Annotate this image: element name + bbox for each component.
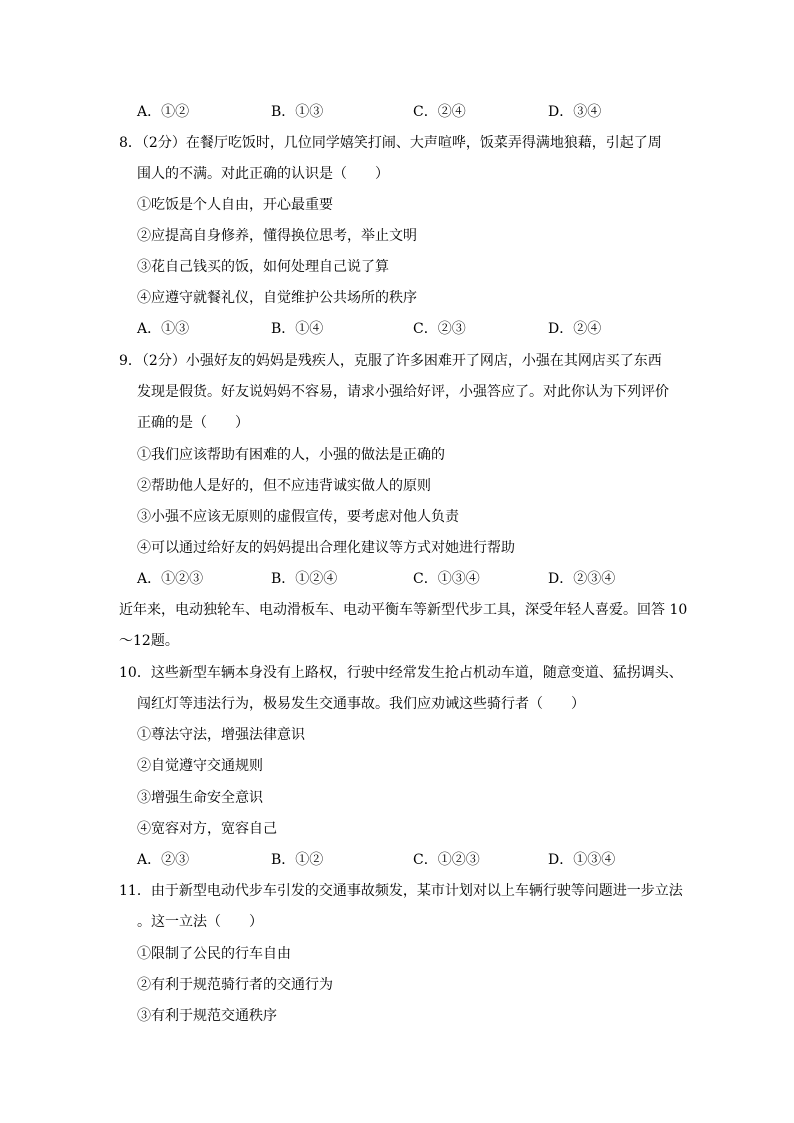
q10-option-d[interactable]: D．①③④ [548,852,616,868]
q10-option-b[interactable]: B．①② [271,852,324,868]
q8-item-3: ③花自己钱买的饭，如何处理自己说了算 [137,259,389,275]
q7-option-a[interactable]: A．①② [137,104,190,120]
q8-option-c[interactable]: C．②③ [413,321,466,337]
q11-item-2: ②有利于规范骑行者的交通行为 [137,977,333,993]
q11-stem-line-1: 11．由于新型电动代步车引发的交通事故频发，某市计划对以上车辆行驶等问题进一步立法 [119,883,683,899]
q9-item-1: ①我们应该帮助有困难的人，小强的做法是正确的 [137,447,445,463]
q8-item-1: ①吃饭是个人自由，开心最重要 [137,197,333,213]
q7-option-b[interactable]: B．①③ [271,104,324,120]
q10-options [137,851,697,869]
q9-option-b[interactable]: B．①②④ [271,571,338,587]
q11-item-1: ①限制了公民的行车自由 [137,946,291,962]
q8-option-d[interactable]: D．②④ [548,321,602,337]
q11-stem-line-2: 。这一立法（ ） [137,914,263,930]
q9-stem-line-2: 发现是假货。好友说妈妈不容易，请求小强给好评，小强答应了。对此你认为下列评价 [137,384,669,400]
q9-option-a[interactable]: A．①②③ [137,571,204,587]
q8-item-4: ④应遵守就餐礼仪，自觉维护公共场所的秩序 [137,290,417,306]
q10-item-3: ③增强生命安全意识 [137,790,263,806]
q8-option-a[interactable]: A．①③ [137,321,190,337]
intro-line-2: ～12题。 [119,633,179,649]
q9-stem-line-1: 9．（2分）小强好友的妈妈是残疾人，克服了许多困难开了网店，小强在其网店买了东西 [119,353,662,369]
q8-option-b[interactable]: B．①④ [271,321,324,337]
q10-option-c[interactable]: C．①②③ [413,852,480,868]
q7-option-d[interactable]: D．③④ [548,104,602,120]
q10-item-2: ②自觉遵守交通规则 [137,758,263,774]
q8-item-2: ②应提高自身修养，懂得换位思考，举止文明 [137,228,417,244]
q8-stem-line-1: 8．（2分）在餐厅吃饭时，几位同学嬉笑打闹、大声喧哗，饭菜弄得满地狼藉，引起了周 [119,135,662,151]
q8-stem-line-2: 围人的不满。对此正确的认识是（ ） [137,166,389,182]
q9-stem-line-3: 正确的是（ ） [137,415,249,431]
q10-item-4: ④宽容对方，宽容自己 [137,821,277,837]
q9-item-4: ④可以通过给好友的妈妈提出合理化建议等方式对她进行帮助 [137,540,515,556]
q8-options [137,320,697,338]
q9-option-c[interactable]: C．①③④ [413,571,480,587]
q9-option-d[interactable]: D．②③④ [548,571,616,587]
q9-item-3: ③小强不应该无原则的虚假宣传，要考虑对他人负责 [137,509,459,525]
q9-item-2: ②帮助他人是好的，但不应违背诚实做人的原则 [137,478,431,494]
q9-options [137,570,697,588]
q10-item-1: ①尊法守法，增强法律意识 [137,727,305,743]
q7-option-c[interactable]: C．②④ [413,104,466,120]
q11-item-3: ③有利于规范交通秩序 [137,1008,277,1024]
q10-stem-line-1: 10．这些新型车辆本身没有上路权，行驶中经常发生抢占机动车道，随意变道、猛拐调头、 [119,665,683,681]
q10-stem-line-2: 闯红灯等违法行为，极易发生交通事故。我们应劝诫这些骑行者（ ） [137,696,585,712]
q7-options [137,103,697,121]
intro-line-1: 近年来，电动独轮车、电动滑板车、电动平衡车等新型代步工具，深受年轻人喜爱。回答 10 [119,602,688,618]
q10-option-a[interactable]: A．②③ [137,852,190,868]
